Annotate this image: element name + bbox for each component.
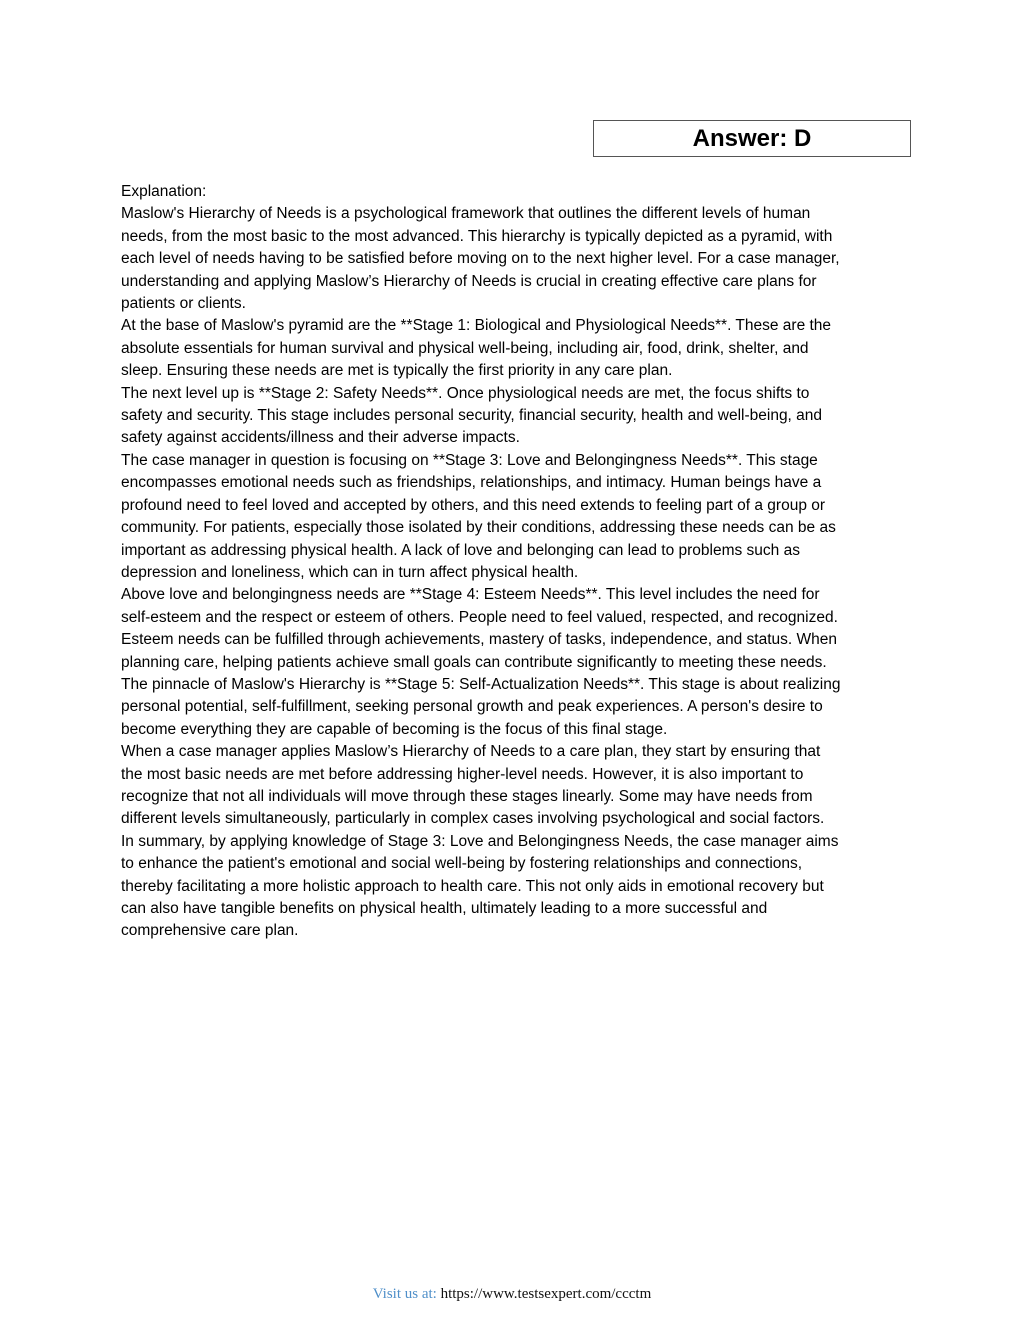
answer-label: Answer: D xyxy=(692,124,812,152)
explanation-line: recognize that not all individuals will move through these stages linearly. Some may have needs from xyxy=(121,787,813,805)
explanation-line: When a case manager applies Maslow’s Hierarchy of Needs to a care plan, they start by ensuring that xyxy=(121,743,821,761)
explanation-line: planning care, helping patients achieve small goals can contribute significantly to meeting these needs. xyxy=(121,653,827,671)
explanation-line: comprehensive care plan. xyxy=(121,922,299,940)
explanation-line: needs, from the most basic to the most advanced. This hierarchy is typically depicted as a pyramid, with xyxy=(121,227,833,245)
explanation-line: community. For patients, especially those isolated by their conditions, addressing these needs can be as xyxy=(121,519,836,537)
explanation-line: to enhance the patient's emotional and social well-being by fostering relationships and connections, xyxy=(121,855,803,873)
explanation-line: sleep. Ensuring these needs are met is typically the first priority in any care plan. xyxy=(121,362,673,380)
explanation-line: can also have tangible benefits on physical health, ultimately leading to a more successful and xyxy=(121,900,768,917)
page-footer xyxy=(0,1285,1024,1303)
explanation-line: The next level up is **Stage 2: Safety Needs**. Once physiological needs are met, the focus shifts to xyxy=(121,384,810,402)
explanation-line: Above love and belongingness needs are **Stage 4: Esteem Needs**. This level includes the need for xyxy=(121,586,820,604)
explanation-line: safety and security. This stage includes personal security, financial security, health and well-being, and xyxy=(121,407,823,425)
explanation-line: absolute essentials for human survival and physical well-being, including air, food, drink, shelter, and xyxy=(121,339,809,357)
explanation-line: the most basic needs are met before addressing higher-level needs. However, it is also important to xyxy=(121,765,804,783)
explanation-line: self-esteem and the respect or esteem of others. People need to feel valued, respected, and recognized. xyxy=(121,608,838,626)
explanation-block xyxy=(121,181,911,943)
explanation-line: thereby facilitating a more holistic approach to health care. This not only aids in emotional recovery but xyxy=(121,877,824,895)
explanation-line: The pinnacle of Maslow's Hierarchy is **Stage 5: Self-Actualization Needs**. This stage is about realizing xyxy=(121,675,841,693)
explanation-line: Esteem needs can be fulfilled through achievements, mastery of tasks, independence, and status. When xyxy=(121,631,837,649)
explanation-line: The case manager in question is focusing on **Stage 3: Love and Belongingness Needs**. This stage xyxy=(121,451,818,469)
explanation-line: encompasses emotional needs such as friendships, relationships, and intimacy. Human beings have a xyxy=(121,474,822,492)
answer-box xyxy=(593,120,911,157)
explanation-line: understanding and applying Maslow’s Hierarchy of Needs is crucial in creating effective care plans for xyxy=(121,272,817,290)
explanation-line: safety against accidents/illness and their adverse impacts. xyxy=(121,429,520,447)
explanation-line: become everything they are capable of becoming is the focus of this final stage. xyxy=(121,720,668,738)
footer-link[interactable]: https://www.testsexpert.com/ccctm xyxy=(440,1286,652,1302)
explanation-heading: Explanation: xyxy=(121,183,207,200)
explanation-line: each level of needs having to be satisfied before moving on to the next higher level. For a case manager, xyxy=(121,250,840,268)
explanation-line: depression and loneliness, which can in turn affect physical health. xyxy=(121,563,579,581)
explanation-line: At the base of Maslow's pyramid are the **Stage 1: Biological and Physiological Needs**. These are the xyxy=(121,317,832,335)
explanation-line: personal potential, self-fulfillment, seeking personal growth and peak experiences. A person's desire to xyxy=(121,698,823,716)
footer-label: Visit us at: xyxy=(372,1286,437,1302)
explanation-line: different levels simultaneously, particularly in complex cases involving psychological and social factors. xyxy=(121,810,825,828)
explanation-line: important as addressing physical health. A lack of love and belonging can lead to problems such as xyxy=(121,541,800,559)
explanation-line: profound need to feel loved and accepted by others, and this need extends to feeling part of a group or xyxy=(121,496,826,514)
explanation-line: patients or clients. xyxy=(121,295,246,313)
explanation-line: In summary, by applying knowledge of Stage 3: Love and Belongingness Needs, the case manager aims xyxy=(121,832,839,850)
explanation-line: Maslow's Hierarchy of Needs is a psychological framework that outlines the different levels of human xyxy=(121,205,811,223)
